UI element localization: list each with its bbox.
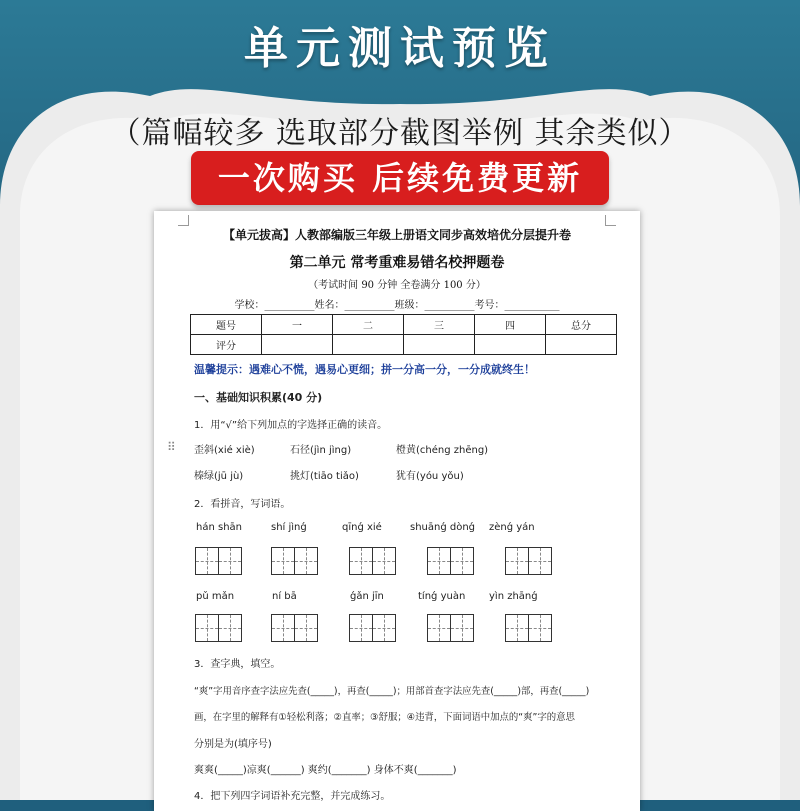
pinyin-label: zènǵ yán (489, 522, 535, 533)
tip-text: 温馨提示：遇难心不慌，遇易心更细；拼一分高一分，一分成就终生！ (194, 363, 535, 376)
table-cell: 题号 (191, 315, 262, 335)
table-cell: 一 (262, 315, 333, 335)
q1-item: 石径(jìn jìng) (290, 445, 352, 456)
question-4: 4．把下列四字词语补充完整，并完成练习。 (194, 791, 391, 802)
table-cell: 评分 (191, 335, 262, 355)
writing-grid[interactable] (195, 547, 242, 575)
table-row (191, 335, 617, 355)
table-cell (546, 335, 617, 355)
pinyin-label: shuānǵ dònǵ (410, 522, 476, 533)
promo-banner: 一次购买 后续免费更新 (191, 151, 609, 205)
writing-grid[interactable] (505, 614, 552, 642)
writing-grid[interactable] (271, 547, 318, 575)
q3-line: “爽”字用音序查字法应先查(_____)，再查(_____)；用部首查字法应先查(_____)部，再查(_____) (194, 686, 590, 697)
pinyin-label: qīnǵ xié (342, 522, 382, 533)
question-3: 3．查字典，填空。 (194, 659, 281, 670)
table-cell: 总分 (546, 315, 617, 335)
table-cell: 三 (404, 315, 475, 335)
pinyin-label: pǔ mǎn (196, 591, 235, 602)
page-subtitle: （篇幅较多 选取部分截图举例 其余类似） (110, 116, 690, 151)
page-title: 单元测试预览 (244, 23, 556, 74)
q1-item: 歪斜(xié xiè) (194, 445, 255, 456)
writing-grid[interactable] (427, 614, 474, 642)
q1-item: 挑灯(tiāo tiǎo) (290, 471, 359, 482)
student-info-line: 学校：__________姓名：__________班级：__________考号：___________ (234, 300, 560, 311)
pinyin-label: ní bā (272, 591, 297, 602)
q3-line: 画，在字里的解释有①轻松利落；②直率；③舒服；④违背，下面词语中加点的“爽”字的意思 (194, 712, 575, 723)
question-2: 2．看拼音，写词语。 (194, 499, 291, 510)
crop-mark (178, 215, 189, 226)
q1-item: 犹有(yóu yǒu) (396, 471, 464, 482)
table-cell (475, 335, 546, 355)
writing-grid[interactable] (195, 614, 242, 642)
writing-grid[interactable] (349, 614, 396, 642)
table-cell (333, 335, 404, 355)
series-title: 【单元拔高】人教部编版三年级上册语文同步高效培优分层提升卷 (222, 228, 571, 242)
table-row (191, 315, 617, 335)
pinyin-label: shí jìnǵ (271, 522, 307, 533)
pinyin-label: yìn zhānǵ (489, 591, 538, 602)
crop-mark (605, 215, 616, 226)
q3-line: 分别是为(填序号) (194, 739, 272, 750)
exam-paper (154, 211, 640, 811)
writing-grid[interactable] (427, 547, 474, 575)
table-cell (262, 335, 333, 355)
section-heading: 一、基础知识积累(40 分) (194, 391, 323, 404)
table-cell: 四 (475, 315, 546, 335)
pinyin-label: hán shān (196, 522, 242, 533)
writing-grid[interactable] (505, 547, 552, 575)
writing-grid[interactable] (271, 614, 318, 642)
pinyin-label: ǵǎn jīn (350, 591, 384, 602)
drag-handle-icon[interactable]: ⠿ (167, 440, 176, 454)
pinyin-label: tínǵ yuàn (418, 591, 466, 602)
q3-line: 爽爽(_____)凉爽(______) 爽约(_______) 身体不爽(_______) (194, 765, 457, 776)
writing-grid[interactable] (349, 547, 396, 575)
unit-title: 第二单元 常考重难易错名校押题卷 (289, 255, 505, 271)
question-1: 1．用“√”给下列加点的字选择正确的读音。 (194, 420, 388, 431)
q1-item: 橙黄(chéng zhēng) (396, 445, 489, 456)
table-cell (404, 335, 475, 355)
score-table (190, 314, 617, 355)
table-cell: 二 (333, 315, 404, 335)
exam-info: （考试时间 90 分钟 全卷满分 100 分） (308, 280, 486, 291)
q1-item: 榛绿(jū jù) (194, 471, 244, 482)
